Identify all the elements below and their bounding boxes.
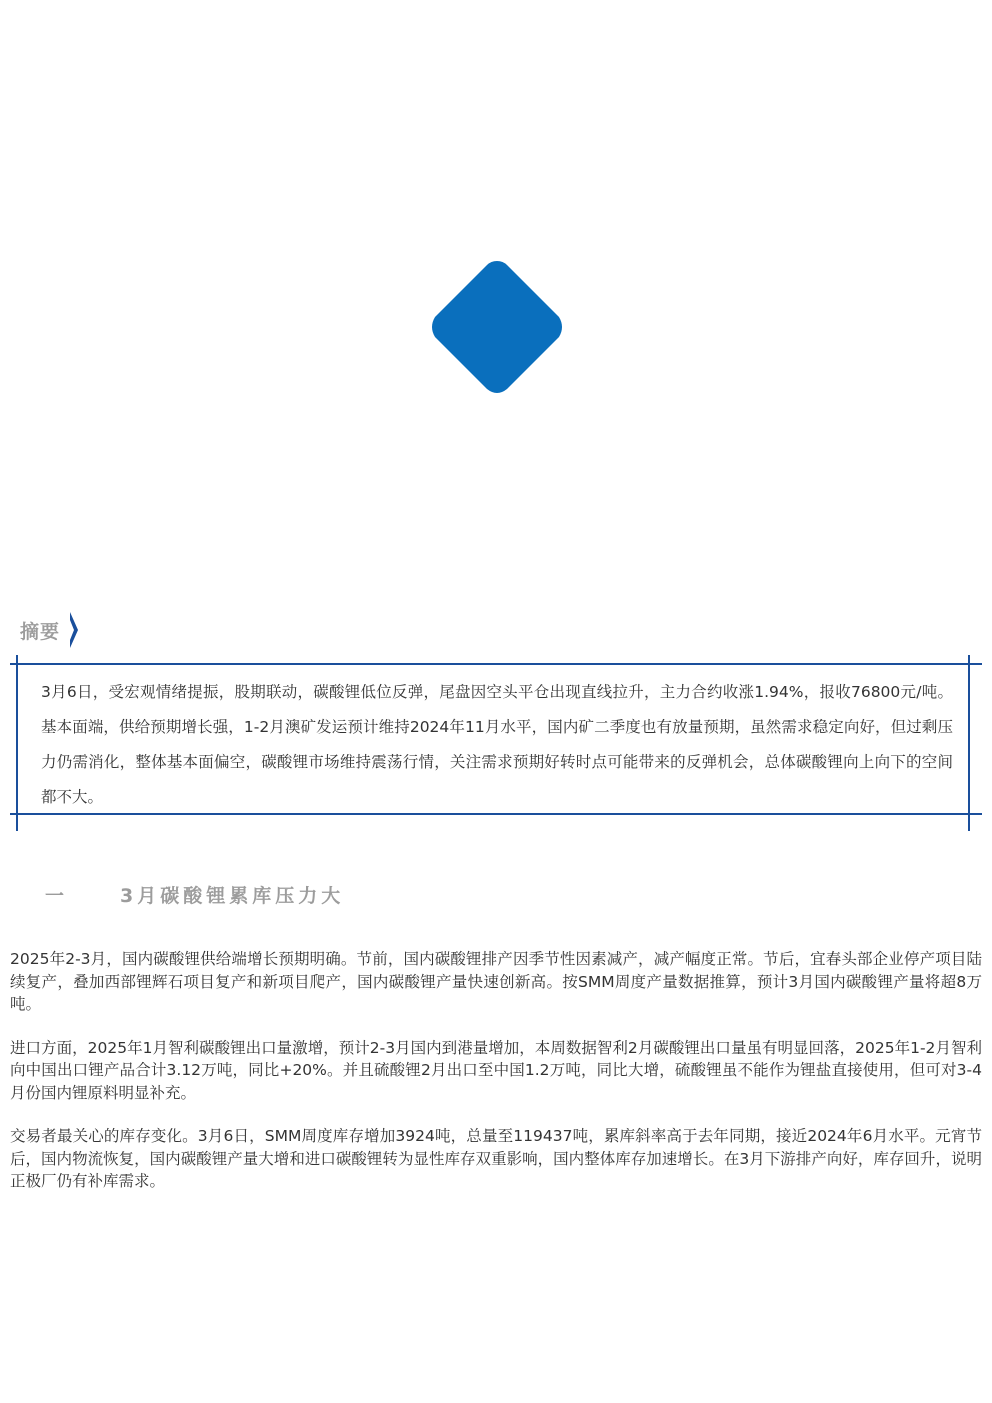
summary-header	[20, 610, 60, 650]
section-number: 一	[45, 884, 65, 907]
chevron-right-icon	[68, 610, 84, 650]
paragraph-supply: 2025年2-3月，国内碳酸锂供给端增长预期明确。节前，国内碳酸锂排产因季节性因素减产，减产幅度正常。节后，宜春头部企业停产项目陆续复产，叠加西部锂辉石项目复产和新项目爬产，国内碳酸锂产量快速创新高。按SMM周度产量数据推算，预计3月国内碳酸锂产量将超8万吨。	[10, 950, 982, 1013]
diamond-logo-icon	[427, 257, 567, 397]
summary-border-top	[10, 663, 982, 665]
paragraph-inventory: 交易者最关心的库存变化。3月6日，SMM周度库存增加3924吨，总量至119437吨，累库斜率高于去年同期，接近2024年6月水平。元宵节后，国内物流恢复，国内碳酸锂产量大增和进口碳酸锂转为显性库存双重影响，国内整体库存加速增长。在3月下游排产向好，库存回升，说明正极厂仍有补库需求。	[10, 1127, 982, 1190]
summary-text: 3月6日，受宏观情绪提振，股期联动，碳酸锂低位反弹，尾盘因空头平仓出现直线拉升，主力合约收涨1.94%，报收76800元/吨。基本面端，供给预期增长强，1-2月澳矿发运预计维持2024年11月水平，国内矿二季度也有放量预期，虽然需求稳定向好，但过剩压力仍需消化，整体基本面偏空，碳酸锂市场维持震荡行情，关注需求预期好转时点可能带来的反弹机会，总体碳酸锂向上向下的空间都不大。	[41, 683, 953, 806]
paragraph-import: 进口方面，2025年1月智利碳酸锂出口量激增，预计2-3月国内到港量增加，本周数据智利2月碳酸锂出口量虽有明显回落，2025年1-2月智利向中国出口锂产品合计3.12万吨，同比+20%。并且硫酸锂2月出口至中国1.2万吨，同比大增，硫酸锂虽不能作为锂盐直接使用，但可对3-4月份国内锂原料明显补充。	[10, 1038, 982, 1102]
summary-title: 摘要	[20, 620, 61, 643]
section-title: 3月碳酸锂累库压力大	[120, 884, 345, 907]
section-heading	[45, 878, 344, 910]
summary-border-right	[968, 655, 970, 831]
body-text	[10, 948, 982, 1214]
summary-border-left	[16, 655, 18, 831]
